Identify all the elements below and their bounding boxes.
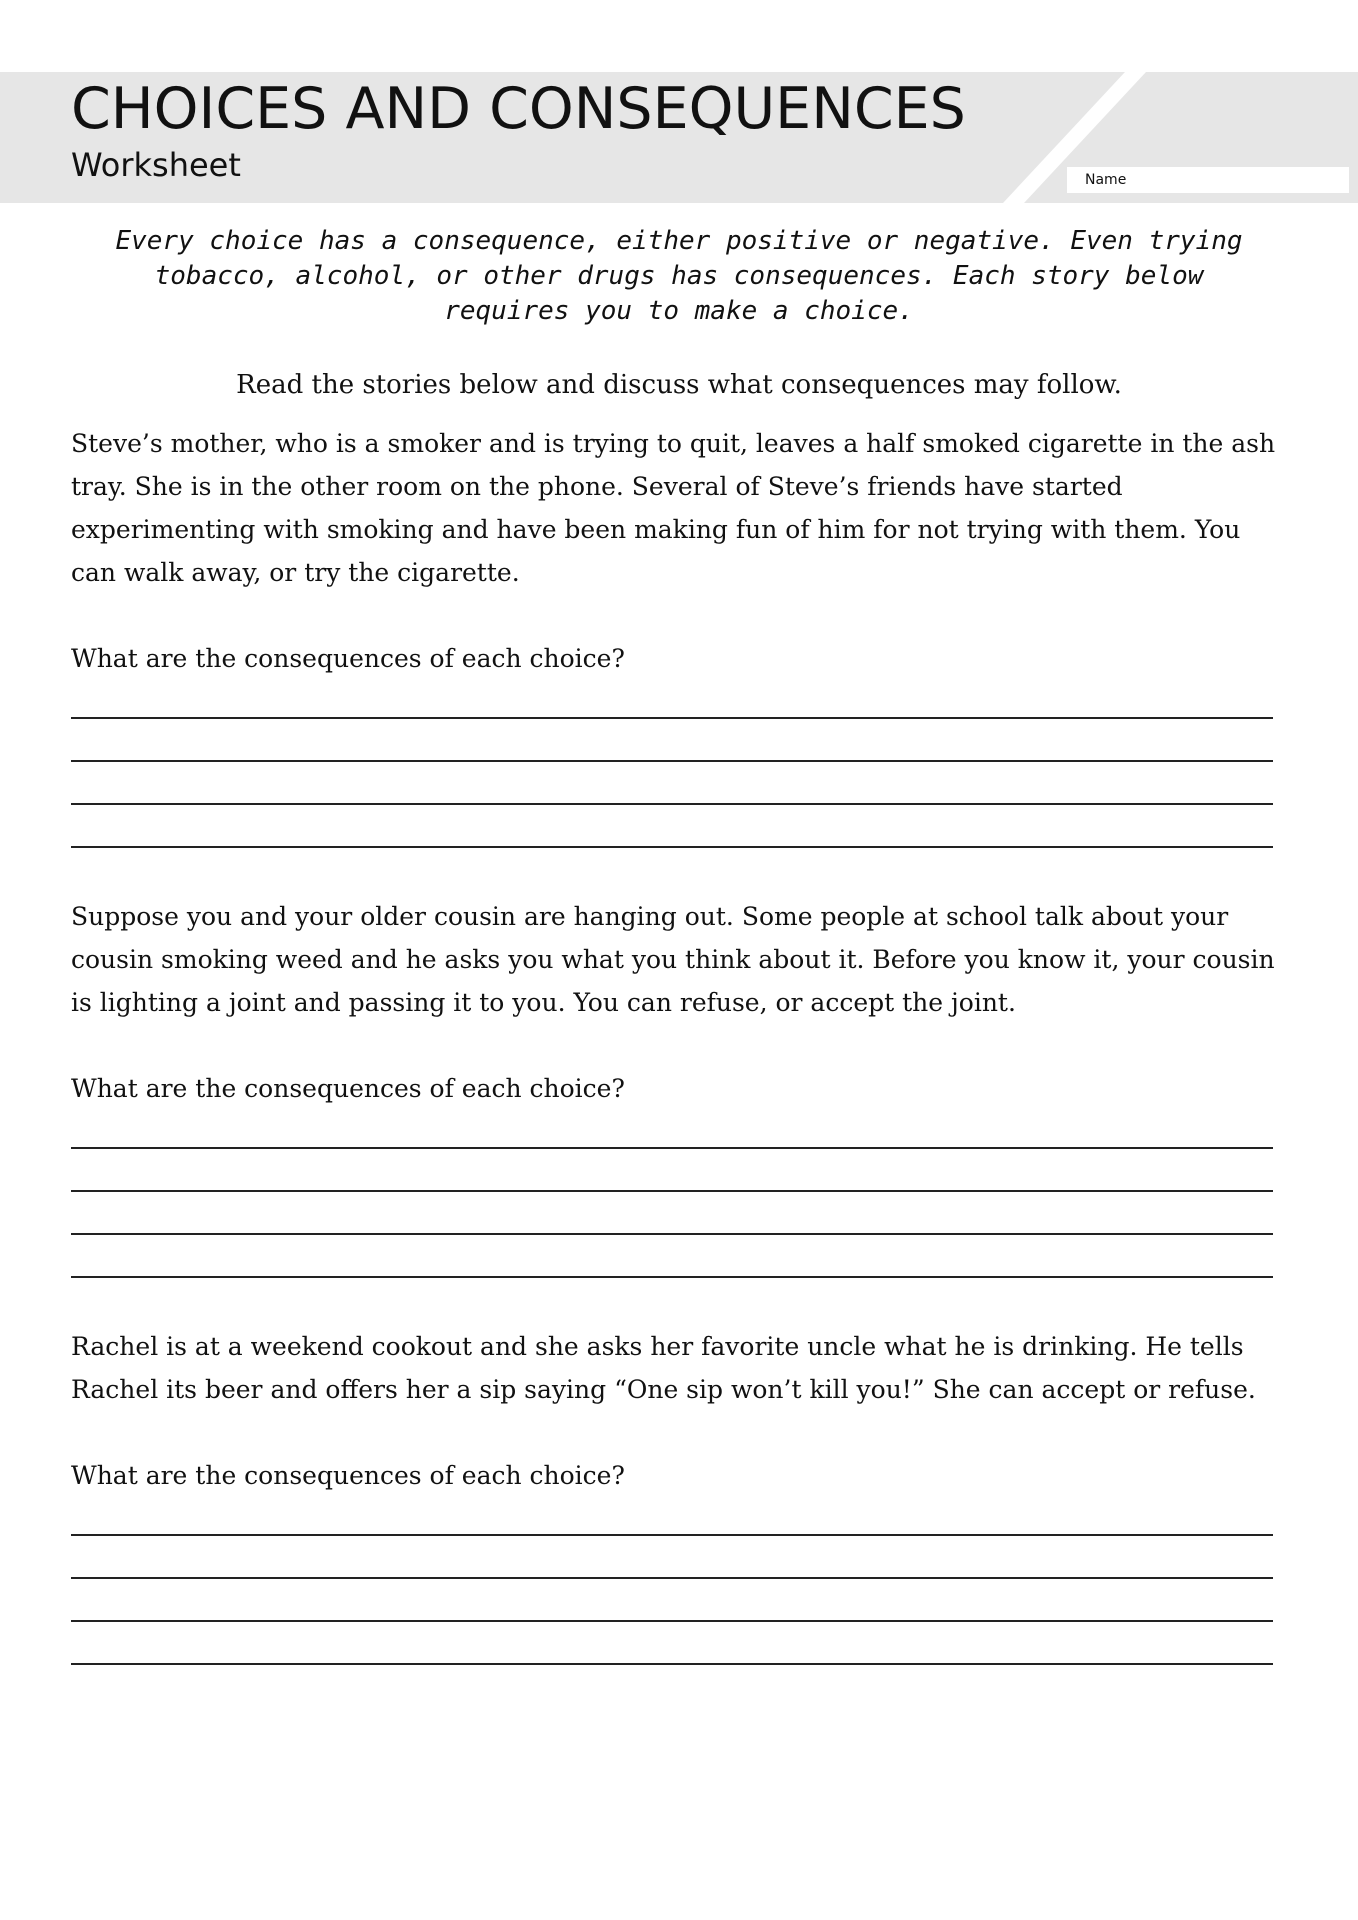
story-3-question: What are the consequences of each choice? <box>71 1461 625 1490</box>
story-1-answer-line-4[interactable] <box>71 846 1273 848</box>
story-1-answer-line-2[interactable] <box>71 760 1273 762</box>
story-3-text: Rachel is at a weekend cookout and she asks her favorite uncle what he is drinking. He tells Rachel its beer and offers her a sip saying “One sip won’t kill you!” She can accept or refuse. <box>71 1332 1256 1404</box>
story-3-answer-line-2[interactable] <box>71 1577 1273 1579</box>
story-2-answer-line-1[interactable] <box>71 1147 1273 1149</box>
name-field-label: Name <box>1085 172 1127 188</box>
worksheet-subtitle: Worksheet <box>71 146 241 184</box>
story-3-answer-line-4[interactable] <box>71 1663 1273 1665</box>
story-2-question: What are the consequences of each choice? <box>71 1074 625 1103</box>
story-1-question: What are the consequences of each choice? <box>71 644 625 673</box>
story-1-text: Steve’s mother, who is a smoker and is trying to quit, leaves a half smoked cigarette in the ash tray. She is in the other room on the phone. Several of Steve’s friends have started experimenting with smoking and have been making fun of him for not trying with them. You can walk away, or try the cigarette. <box>71 429 1276 587</box>
instruction-text: Read the stories below and discuss what consequences may follow. <box>236 370 1122 400</box>
worksheet-title: CHOICES AND CONSEQUENCES <box>71 76 966 142</box>
story-3-answer-line-1[interactable] <box>71 1534 1273 1536</box>
story-3-answer-line-3[interactable] <box>71 1620 1273 1622</box>
story-1-answer-line-3[interactable] <box>71 803 1273 805</box>
name-field[interactable] <box>1067 167 1349 193</box>
intro-paragraph: Every choice has a consequence, either positive or negative. Even trying tobacco, alcohol, or other drugs has consequences. Each story below requires you to make a choice. <box>115 226 1243 326</box>
story-2-answer-line-2[interactable] <box>71 1190 1273 1192</box>
story-2-answer-line-3[interactable] <box>71 1233 1273 1235</box>
story-2-answer-line-4[interactable] <box>71 1276 1273 1278</box>
story-1-answer-line-1[interactable] <box>71 717 1273 719</box>
story-2-text: Suppose you and your older cousin are hanging out. Some people at school talk about your cousin smoking weed and he asks you what you think about it. Before you know it, your cousin is lighting a joint and passing it to you. You can refuse, or accept the joint. <box>71 902 1275 1017</box>
